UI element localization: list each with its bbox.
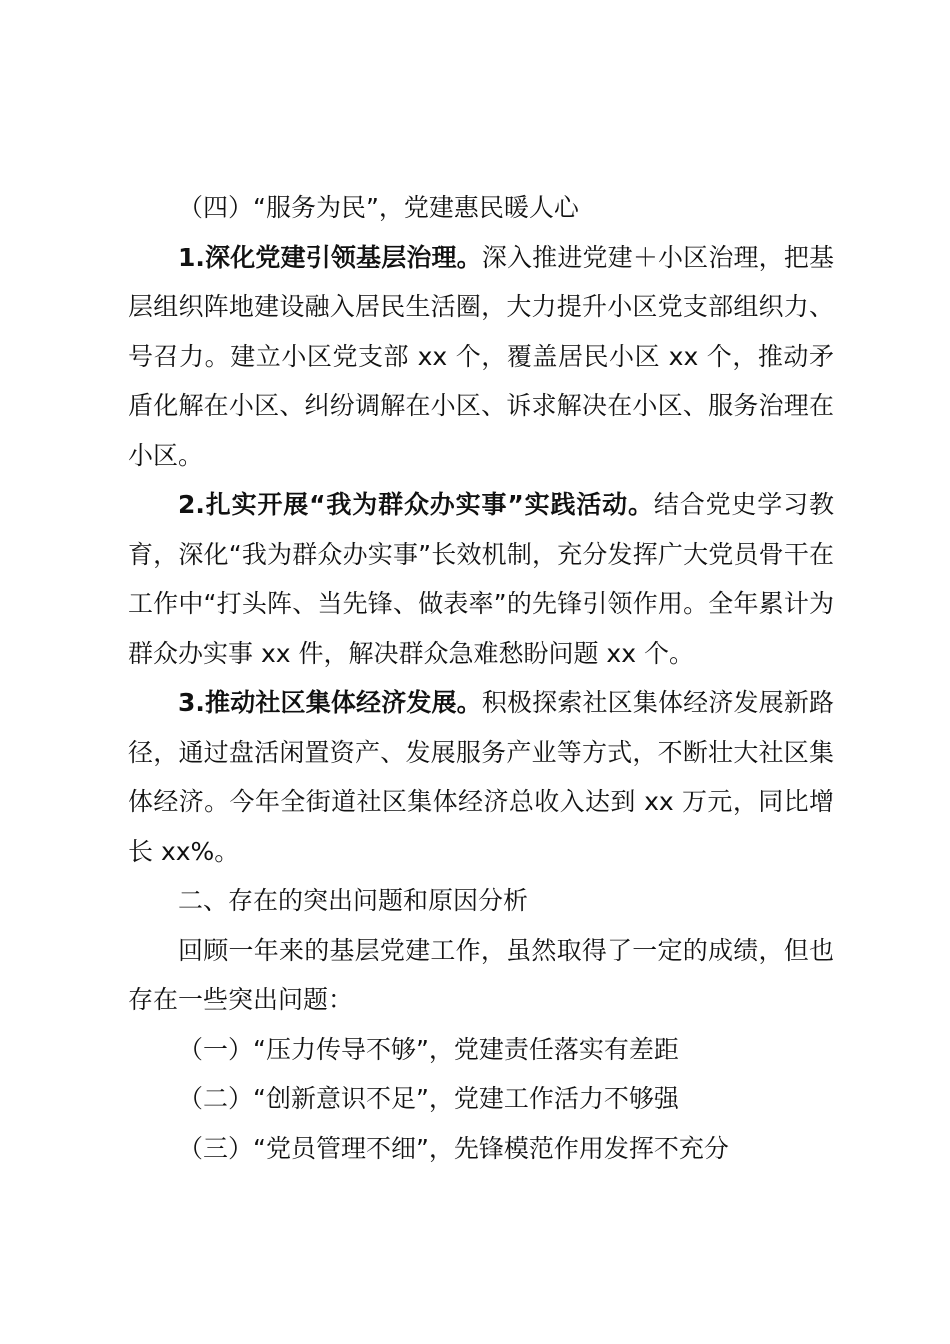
section-four-heading: （四）“服务为民”，党建惠民暖人心 — [178, 193, 579, 222]
part-two-heading: 二、存在的突出问题和原因分析 — [178, 886, 529, 915]
problem-2-heading: （二）“创新意识不足”，党建工作活力不够强 — [178, 1084, 679, 1113]
item-1-paragraph — [128, 233, 834, 481]
item-3-lead: 3.推动社区集体经济发展。 — [178, 688, 482, 717]
item-1-lead: 1.深化党建引领基层治理。 — [178, 242, 482, 272]
item-2-paragraph — [128, 480, 834, 678]
item-1-body: 深入推进党建＋小区治理，把基层组织阵地建设融入居民生活圈，大力提升小区党支部组织力、号召力。建立小区党支部 xx 个，覆盖居民小区 xx 个，推动矛盾化解在小区、纠纷调解在小区、诉求解决在小区、服务治理在小区。 — [128, 242, 834, 470]
item-3-paragraph — [128, 678, 834, 876]
item-2-body: 结合党史学习教育，深化“我为群众办实事”长效机制，充分发挥广大党员骨干在工作中“打头阵、当先锋、做表率”的先锋引领作用。全年累计为群众办实事 xx 件，解决群众急难愁盼问题 xx 个。 — [128, 490, 834, 668]
item-3-body: 积极探索社区集体经济发展新路径，通过盘活闲置资产、发展服务产业等方式，不断壮大社区集体经济。今年全街道社区集体经济总收入达到 xx 万元，同比增长 xx%。 — [128, 688, 834, 866]
problem-3-heading: （三）“党员管理不细”，先锋模范作用发挥不充分 — [178, 1133, 729, 1163]
problem-1-heading: （一）“压力传导不够”，党建责任落实有差距 — [178, 1034, 679, 1064]
item-2-lead: 2.扎实开展“我为群众办实事”实践活动。 — [178, 490, 654, 519]
document-body — [128, 183, 834, 1173]
part-two-intro: 回顾一年来的基层党建工作，虽然取得了一定的成绩，但也存在一些突出问题： — [128, 935, 834, 1014]
